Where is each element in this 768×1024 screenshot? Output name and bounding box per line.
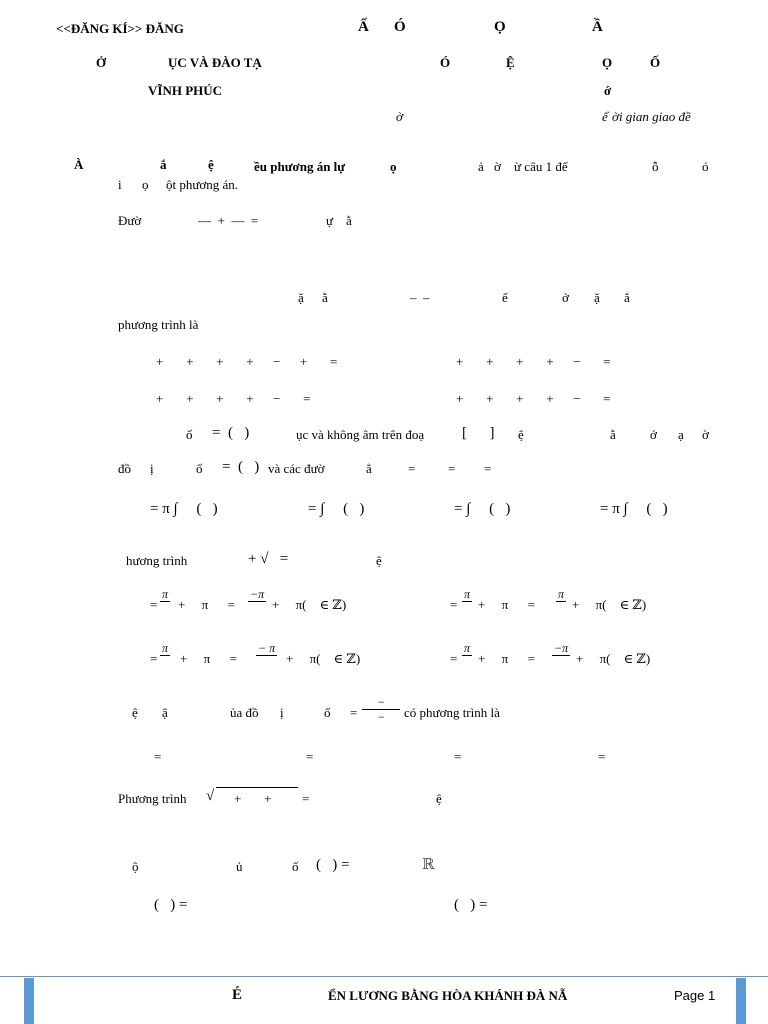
q2-char: ế — [502, 290, 508, 305]
q3-char: ị — [150, 461, 154, 476]
page-number: Page 1 — [674, 988, 716, 1003]
q2-char: ẳ — [624, 290, 630, 305]
header-char: Ọ — [494, 19, 506, 35]
q1-text: Đườ — [118, 213, 142, 228]
q3-equal: = — [448, 461, 456, 476]
q3-equal: = — [484, 461, 492, 476]
q6-sqrt: √ — [206, 788, 215, 804]
fraction-numerator: − π — [258, 641, 276, 655]
fraction-numerator: π — [162, 641, 169, 655]
q7-real-set: ℝ — [422, 857, 435, 873]
fraction-numerator: −π — [250, 587, 265, 601]
q3-option-a: = π ∫ ( ) — [150, 501, 218, 517]
q4-option-b-fraction2 — [556, 588, 566, 615]
q5-equal: = — [350, 705, 358, 720]
q4-option-c-end: + π( ∈ ℤ) — [286, 651, 361, 666]
q5-char: ậ — [162, 705, 168, 720]
q4-option-a-end: + π( ∈ ℤ) — [272, 597, 347, 612]
q3-equal: = — [408, 461, 416, 476]
footer-left-bar — [24, 978, 34, 1024]
section-char: ọ — [142, 177, 149, 192]
q7-char: ủ — [236, 859, 243, 874]
q4-option-b-end: + π( ∈ ℤ) — [572, 597, 647, 612]
header-char: ể — [602, 109, 608, 124]
section-instruction-line2: ột phương án. — [166, 177, 239, 192]
q4-option-d: = — [450, 651, 458, 666]
q2-option-a: + + + + − + = — [156, 354, 338, 369]
q4-option-d-mid: + π = — [478, 651, 535, 666]
header-char: ờ — [396, 109, 403, 124]
header-char: Ó — [394, 19, 406, 35]
q5-option-d: = — [598, 749, 606, 764]
q4-equation: + √ = — [248, 551, 289, 567]
q2-expression: – – — [410, 290, 430, 305]
q4-option-d-fraction — [462, 642, 472, 669]
header-char: ớ — [604, 83, 612, 98]
section-char: ỗ — [652, 159, 659, 174]
q5-text: ủa đồ — [230, 705, 259, 720]
fraction-numerator: π — [464, 641, 471, 655]
fraction-denominator — [462, 602, 472, 615]
q3-char: ẳ — [366, 461, 372, 476]
fraction-numerator: π — [162, 587, 169, 601]
q4-option-b-fraction — [462, 588, 472, 615]
q4-option-d-fraction2 — [552, 642, 570, 669]
q4-option-b: = — [450, 597, 458, 612]
section-char: i — [118, 177, 122, 192]
q2-char: ặ — [594, 290, 600, 305]
q7-function: ( ) = — [316, 857, 350, 873]
q3-function: = ( ) — [222, 459, 260, 475]
q2-char: ặ — [298, 290, 304, 305]
q3-option-b: = ∫ ( ) — [308, 501, 365, 517]
footer-rule — [0, 976, 768, 977]
q1-char: ằ — [346, 213, 352, 228]
q3-char: ạ — [678, 427, 684, 442]
q2-char: ằ — [322, 290, 328, 305]
header-char: Ệ — [506, 55, 515, 70]
section-char: ệ — [208, 157, 214, 172]
q5-option-a: = — [154, 749, 162, 764]
q5-char: ị — [280, 705, 284, 720]
q4-char: ệ — [376, 553, 382, 568]
header-char: Ố — [650, 55, 661, 70]
q5-option-b: = — [306, 749, 314, 764]
q6-expression: + + — [234, 791, 272, 806]
q7-char: ố — [292, 859, 299, 874]
q4-option-c: = — [150, 651, 158, 666]
fraction-denominator — [462, 656, 472, 669]
q3-text: đồ — [118, 461, 131, 476]
q2-line2: phương trình là — [118, 317, 199, 332]
q3-text: ục và không âm trên đoạ — [296, 427, 425, 442]
q6-sqrt-bar — [216, 787, 298, 788]
fraction-numerator: π — [464, 587, 471, 601]
q6-text: Phương trình — [118, 791, 187, 806]
q5-char: ố — [324, 705, 331, 720]
header-char: Ầ — [592, 19, 603, 35]
q3-char: ố — [186, 427, 193, 442]
header-province: VĨNH PHÚC — [148, 83, 223, 98]
q4-option-a-fraction2 — [248, 588, 266, 615]
q7-option-a: ( ) = — [154, 897, 188, 913]
section-instruction: ều phương án lự — [254, 159, 346, 174]
header-char: Ọ — [602, 55, 613, 70]
fraction-denominator — [160, 656, 170, 669]
q3-char: ờ — [702, 427, 709, 442]
fraction-numerator: −π — [554, 641, 569, 655]
footer-school: ỂN LƯƠNG BẰNG HÒA KHÁNH ĐÀ NẴ — [328, 988, 568, 1003]
section-char: ờ — [494, 159, 501, 174]
q3-char: ớ — [650, 427, 657, 442]
fraction-denominator — [552, 656, 570, 669]
header-time-label: ời gian giao đề — [612, 109, 691, 124]
q4-option-c-fraction — [160, 642, 170, 669]
fraction-denominator — [256, 656, 277, 669]
q3-function: = ( ) — [212, 425, 250, 441]
section-instruction-tail: ừ câu 1 đế — [514, 159, 568, 174]
header-register-text: <<ĐĂNG KÍ>> ĐĂNG — [56, 21, 184, 36]
section-char: ó — [702, 159, 709, 174]
q3-char: ệ — [518, 427, 524, 442]
section-char: À — [74, 157, 84, 172]
q4-option-c-fraction2 — [256, 642, 277, 669]
q3-char: ố — [196, 461, 203, 476]
q5-text: có phương trình là — [404, 705, 500, 720]
footer-char: É — [232, 987, 243, 1003]
q7-option-b: ( ) = — [454, 897, 488, 913]
q3-option-d: = π ∫ ( ) — [600, 501, 668, 517]
fraction-denominator: − — [376, 710, 386, 724]
fraction-denominator — [248, 602, 266, 615]
q4-option-c-mid: + π = — [180, 651, 237, 666]
q2-option-b: + + + + − = — [456, 354, 611, 369]
q1-char: ự — [326, 213, 334, 228]
q5-fraction — [362, 696, 400, 723]
fraction-denominator — [556, 602, 566, 615]
q3-option-c: = ∫ ( ) — [454, 501, 511, 517]
fraction-numerator: π — [558, 587, 565, 601]
q1-expression: — + — = — [198, 213, 259, 228]
footer-right-bar — [736, 978, 746, 1024]
q4-option-b-mid: + π = — [478, 597, 535, 612]
fraction-denominator — [160, 602, 170, 615]
q4-option-a-mid: + π = — [178, 597, 235, 612]
q4-text: hương trình — [126, 553, 188, 568]
q3-char: ằ — [610, 427, 616, 442]
q6-char: ệ — [436, 791, 442, 806]
q3-interval: [ ] — [462, 425, 495, 441]
q4-option-a: = — [150, 597, 158, 612]
q2-option-d: + + + + − = — [456, 391, 611, 406]
q6-equal: = — [302, 791, 310, 806]
q7-char: ộ — [132, 859, 139, 874]
q5-option-c: = — [454, 749, 462, 764]
header-department: ỤC VÀ ĐÀO TẠ — [168, 55, 262, 70]
q4-option-a-fraction — [160, 588, 170, 615]
section-char: ả — [478, 159, 484, 174]
section-char: ắ — [160, 157, 167, 172]
q2-char: ở — [562, 290, 569, 305]
q2-option-c: + + + + − = — [156, 391, 311, 406]
fraction-numerator: − — [362, 696, 400, 710]
section-char: ọ — [390, 159, 397, 174]
header-char: Ở — [96, 55, 107, 70]
q3-text: và các đườ — [268, 461, 325, 476]
header-char: Ó — [440, 55, 451, 70]
header-char: Ấ — [358, 19, 369, 35]
q5-char: ệ — [132, 705, 138, 720]
q4-option-d-end: + π( ∈ ℤ) — [576, 651, 651, 666]
